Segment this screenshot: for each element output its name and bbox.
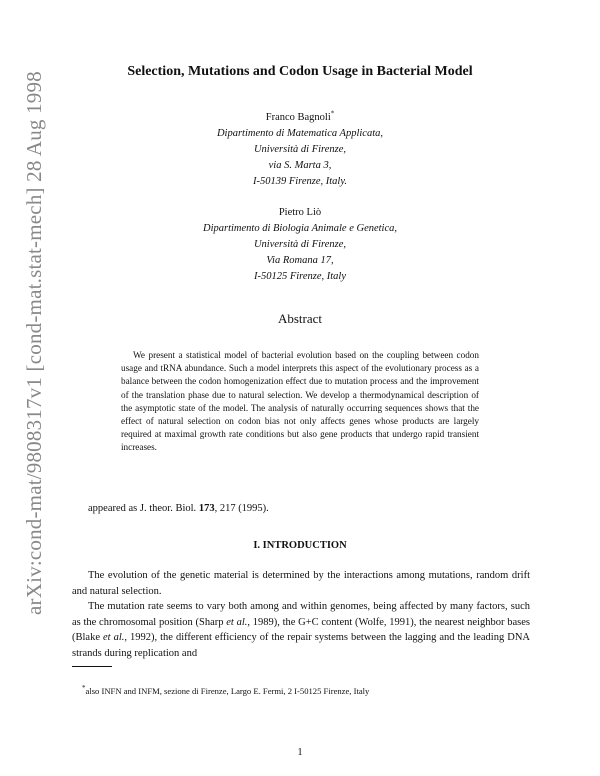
- body-paragraph-1: The evolution of the genetic material is determined by the interactions among mutations, random drift and natural selection.: [72, 570, 530, 597]
- paper-title: Selection, Mutations and Codon Usage in Bacterial Model: [127, 64, 473, 79]
- author-block-2: [0, 205, 600, 285]
- page-number: 1: [297, 747, 303, 758]
- body-paragraph-2: The mutation rate seems to vary both among and within genomes, being affected by many factors, such as the chromosomal position (Sharp et al., 1989), the G+C content (Wolfe, 1991), the nearest neighbor bases (Blake et al., 1992), the different efficiency of the repair systems between the lagging and the leading DNA strands during replication and: [72, 601, 530, 659]
- publication-prefix: appeared as J. theor. Biol.: [88, 503, 197, 514]
- affiliation-line: Dipartimento di Matematica Applicata,: [216, 128, 384, 139]
- author-block-1: [0, 110, 600, 190]
- footnote-mark: *: [82, 684, 86, 693]
- arxiv-sidebar-stamp: arXiv:cond-mat/9808317v1 [cond-mat.stat-mech] 28 Aug 1998: [22, 71, 46, 615]
- abstract-heading: Abstract: [277, 311, 323, 326]
- footnote: [72, 686, 540, 696]
- publication-note: [88, 503, 269, 514]
- affiliation-line: I-50139 Firenze, Italy.: [252, 176, 348, 187]
- affiliation-line: I-50125 Firenze, Italy: [253, 271, 347, 282]
- footnote-text: also INFN and INFM, sezione di Firenze, Largo E. Fermi, 2 I-50125 Firenze, Italy: [85, 686, 370, 696]
- affiliation-line: Università di Firenze,: [253, 144, 347, 155]
- affiliation-line: Università di Firenze,: [253, 239, 347, 250]
- affiliation-line: Via Romana 17,: [266, 255, 334, 266]
- footnote-rule: [72, 666, 112, 667]
- footnote-mark: *: [330, 109, 335, 118]
- author-name: Franco Bagnoli*: [265, 109, 335, 123]
- publication-suffix: , 217 (1995).: [214, 503, 269, 514]
- author-name: Pietro Liò: [278, 207, 322, 218]
- affiliation-line: Dipartimento di Biologia Animale e Genetica,: [202, 223, 398, 234]
- abstract-text: We present a statistical model of bacterial evolution based on the coupling between codon usage and tRNA abundance. Such a model interprets this aspect of the evolutionary process as a balance between the codon homogenization effect due to mutation process and the improvement of the translation phase due to natural selection. We develop a thermodynamical description of the asymptotic state of the model. The analysis of naturally occurring sequences shows that the effect of natural selection on codon bias not only affects genes whose products are largely required at maximal growth rate conditions but also gene products that undergo rapid transient increases.: [121, 350, 479, 453]
- affiliation-line: via S. Marta 3,: [268, 160, 332, 171]
- section-heading: I. INTRODUCTION: [253, 540, 347, 551]
- publication-volume: 173: [198, 503, 215, 514]
